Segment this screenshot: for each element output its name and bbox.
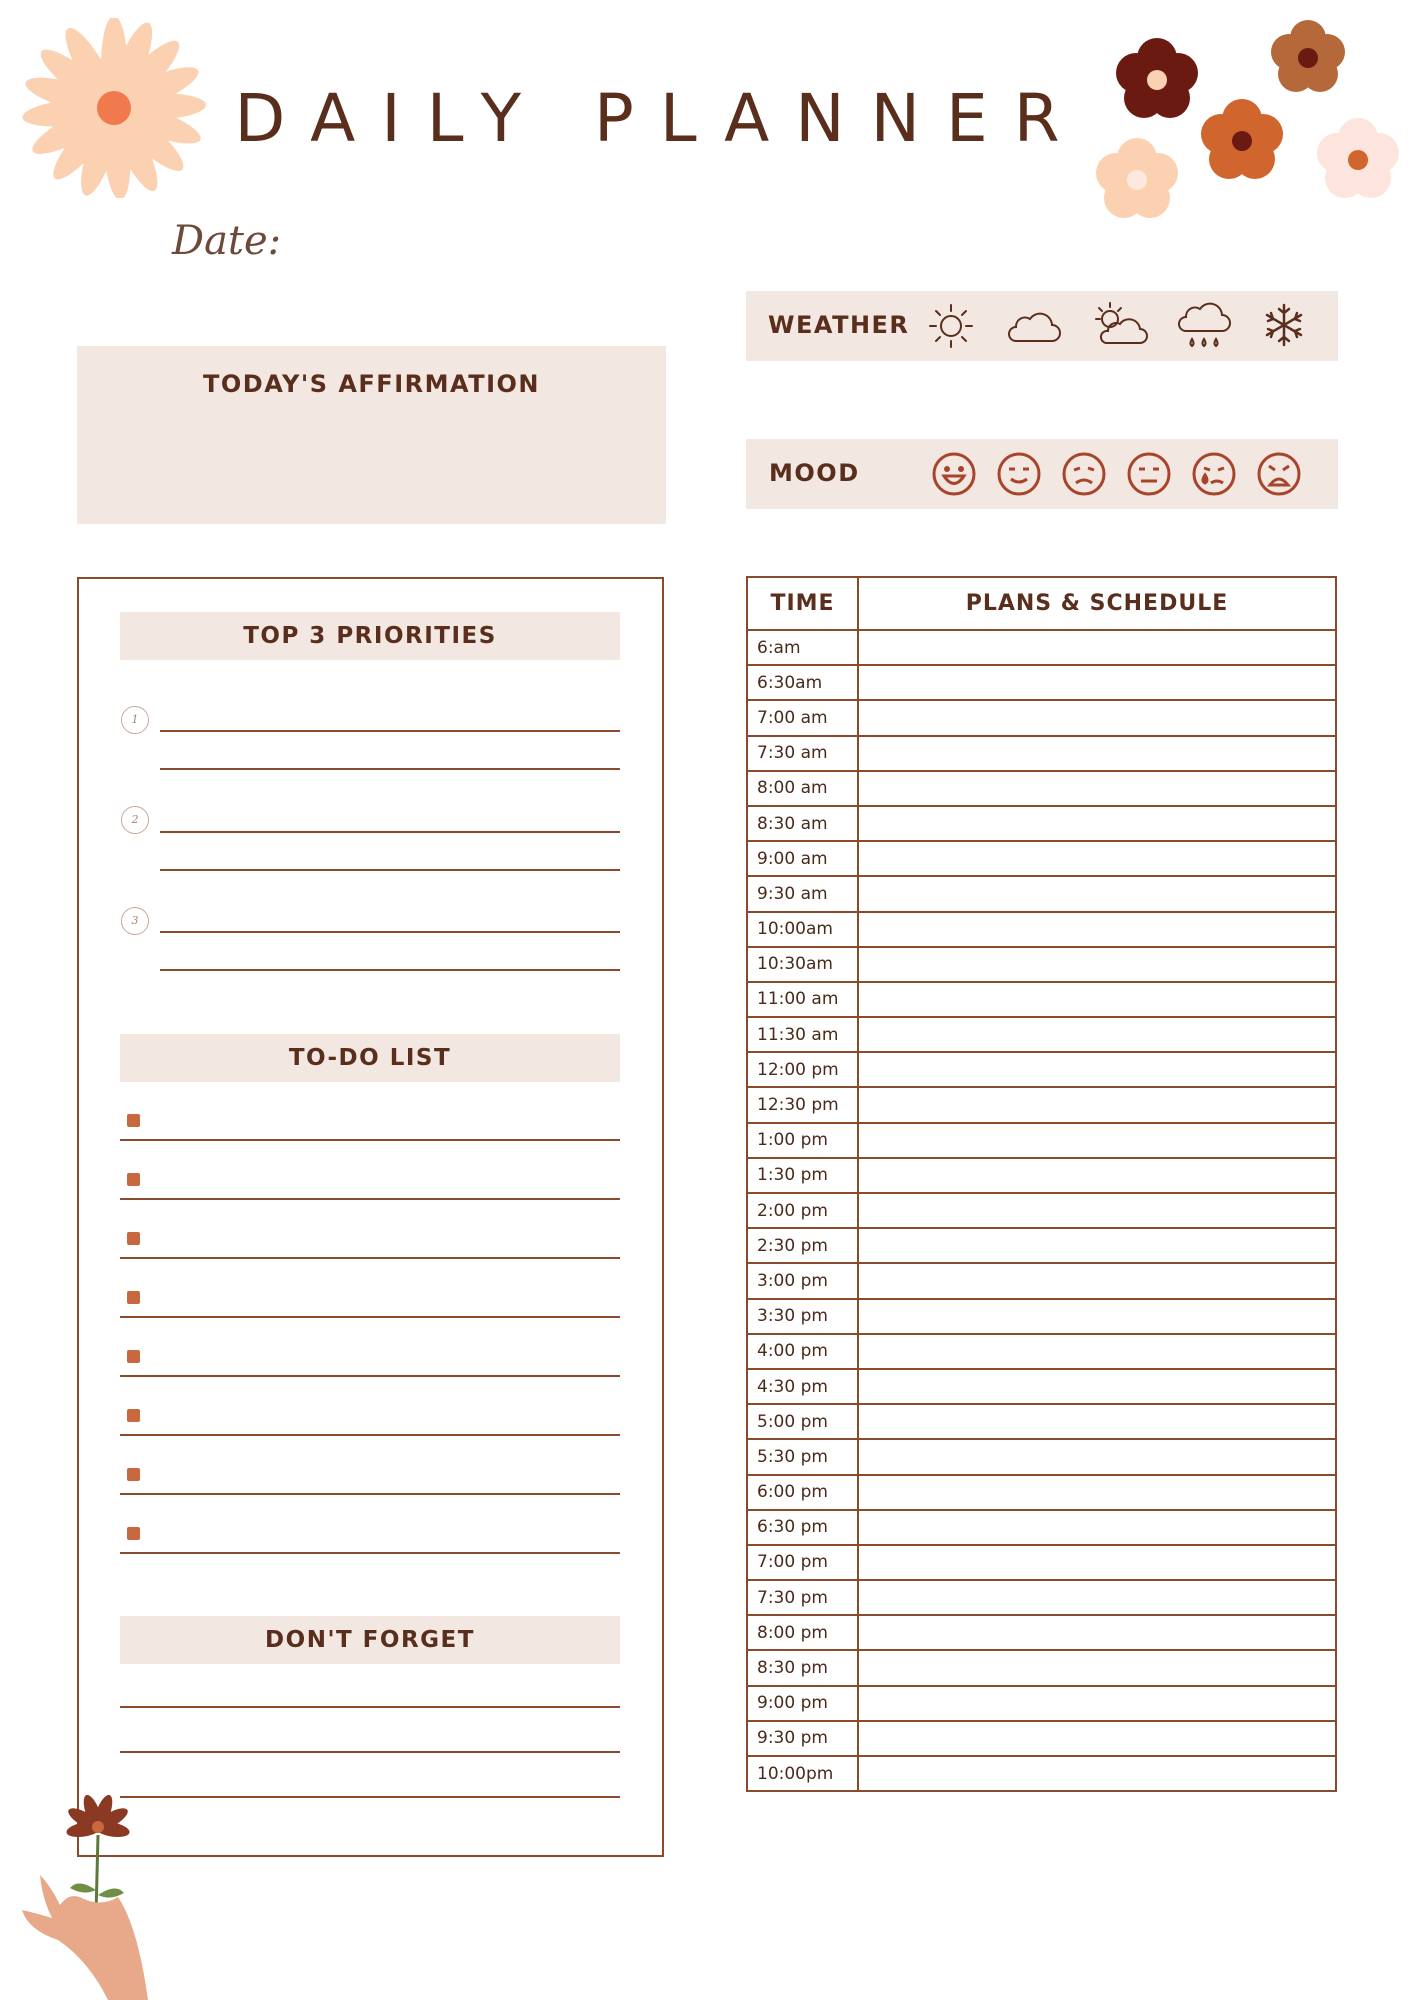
time-slot-label: 4:00 pm: [747, 1334, 858, 1369]
plan-entry-cell[interactable]: [858, 1439, 1336, 1474]
todo-line[interactable]: [120, 1198, 620, 1200]
page-title: DAILY PLANNER: [234, 80, 1086, 157]
schedule-row: [747, 700, 1336, 735]
time-slot-label: 2:00 pm: [747, 1193, 858, 1228]
schedule-row: [747, 1228, 1336, 1263]
plan-entry-cell[interactable]: [858, 1404, 1336, 1439]
priority-number-1: 1: [121, 706, 149, 734]
plan-entry-cell[interactable]: [858, 1299, 1336, 1334]
todo-checkbox[interactable]: [127, 1232, 140, 1245]
plan-entry-cell[interactable]: [858, 1721, 1336, 1756]
priority-line[interactable]: [160, 768, 620, 770]
todo-line[interactable]: [120, 1257, 620, 1259]
schedule-row: [747, 771, 1336, 806]
dont-forget-line[interactable]: [120, 1796, 620, 1798]
schedule-row: [747, 1369, 1336, 1404]
content-face-icon[interactable]: [996, 451, 1042, 497]
time-slot-label: 6:30am: [747, 665, 858, 700]
priority-number-3: 3: [121, 907, 149, 935]
plan-entry-cell[interactable]: [858, 700, 1336, 735]
schedule-row: [747, 1721, 1336, 1756]
todo-checkbox[interactable]: [127, 1527, 140, 1540]
plan-entry-cell[interactable]: [858, 1580, 1336, 1615]
time-slot-label: 10:30am: [747, 947, 858, 982]
sun-icon[interactable]: [926, 301, 976, 351]
schedule-rows: [747, 630, 1336, 1791]
schedule-row: [747, 1404, 1336, 1439]
time-column-header: TIME: [747, 577, 858, 630]
schedule-row: [747, 1650, 1336, 1685]
schedule-row: [747, 1158, 1336, 1193]
priority-line[interactable]: [160, 831, 620, 833]
todo-line[interactable]: [120, 1552, 620, 1554]
schedule-row: [747, 1017, 1336, 1052]
schedule-row: [747, 947, 1336, 982]
todo-line[interactable]: [120, 1493, 620, 1495]
schedule-row: [747, 912, 1336, 947]
todo-checkbox[interactable]: [127, 1409, 140, 1422]
angry-face-icon[interactable]: [1256, 451, 1302, 497]
todo-line[interactable]: [120, 1316, 620, 1318]
schedule-row: [747, 1334, 1336, 1369]
plan-entry-cell[interactable]: [858, 771, 1336, 806]
schedule-row: [747, 876, 1336, 911]
schedule-row: [747, 1193, 1336, 1228]
schedule-row: [747, 1087, 1336, 1122]
priorities-header: [120, 612, 620, 660]
time-slot-label: 8:00 pm: [747, 1615, 858, 1650]
schedule-row: [747, 1510, 1336, 1545]
time-slot-label: 8:30 pm: [747, 1650, 858, 1685]
time-slot-label: 12:30 pm: [747, 1087, 858, 1122]
time-slot-label: 10:00pm: [747, 1756, 858, 1791]
time-slot-label: 6:00 pm: [747, 1475, 858, 1510]
time-slot-label: 9:00 pm: [747, 1686, 858, 1721]
mood-bar: [746, 439, 1338, 509]
schedule-row: [747, 1052, 1336, 1087]
schedule-row: [747, 1123, 1336, 1158]
plan-entry-cell[interactable]: [858, 1475, 1336, 1510]
schedule-row: [747, 1615, 1336, 1650]
schedule-row: [747, 1686, 1336, 1721]
plan-entry-cell[interactable]: [858, 1263, 1336, 1298]
time-slot-label: 7:00 pm: [747, 1545, 858, 1580]
time-slot-label: 3:00 pm: [747, 1263, 858, 1298]
priorities-title: TOP 3 PRIORITIES: [243, 623, 497, 649]
plan-entry-cell[interactable]: [858, 736, 1336, 771]
schedule-row: [747, 806, 1336, 841]
schedule-row: [747, 1756, 1336, 1791]
todo-line[interactable]: [120, 1434, 620, 1436]
time-slot-label: 10:00am: [747, 912, 858, 947]
schedule-row: [747, 1475, 1336, 1510]
priority-line[interactable]: [160, 969, 620, 971]
date-label: Date:: [172, 218, 282, 264]
weather-bar: [746, 291, 1338, 361]
plan-entry-cell[interactable]: [858, 1228, 1336, 1263]
todo-checkbox[interactable]: [127, 1291, 140, 1304]
schedule-row: [747, 1263, 1336, 1298]
time-slot-label: 12:00 pm: [747, 1052, 858, 1087]
neutral-face-icon[interactable]: [1126, 451, 1172, 497]
todo-checkbox[interactable]: [127, 1173, 140, 1186]
plan-entry-cell[interactable]: [858, 806, 1336, 841]
plan-entry-cell[interactable]: [858, 1017, 1336, 1052]
affirmation-title: TODAY'S AFFIRMATION: [203, 370, 540, 398]
time-slot-label: 3:30 pm: [747, 1299, 858, 1334]
todo-line[interactable]: [120, 1375, 620, 1377]
affirmation-box[interactable]: [77, 346, 666, 524]
time-slot-label: 7:30 am: [747, 736, 858, 771]
plan-entry-cell[interactable]: [858, 1545, 1336, 1580]
partly-cloudy-icon[interactable]: [1090, 299, 1148, 351]
schedule-row: [747, 1439, 1336, 1474]
time-slot-label: 4:30 pm: [747, 1369, 858, 1404]
schedule-table: [746, 576, 1337, 1859]
plan-entry-cell[interactable]: [858, 1334, 1336, 1369]
time-slot-label: 5:30 pm: [747, 1439, 858, 1474]
priority-line[interactable]: [160, 869, 620, 871]
todo-checkbox[interactable]: [127, 1468, 140, 1481]
time-slot-label: 1:30 pm: [747, 1158, 858, 1193]
schedule-row: [747, 1545, 1336, 1580]
todo-checkbox[interactable]: [127, 1114, 140, 1127]
plan-entry-cell[interactable]: [858, 841, 1336, 876]
priority-number-2: 2: [121, 806, 149, 834]
dont-forget-title: DON'T FORGET: [265, 1627, 475, 1653]
schedule-row: [747, 841, 1336, 876]
plan-entry-cell[interactable]: [858, 1756, 1336, 1791]
weather-label: WEATHER: [768, 311, 910, 339]
time-slot-label: 8:30 am: [747, 806, 858, 841]
plan-entry-cell[interactable]: [858, 1510, 1336, 1545]
plan-entry-cell[interactable]: [858, 665, 1336, 700]
schedule-row: [747, 982, 1336, 1017]
dont-forget-line[interactable]: [120, 1706, 620, 1708]
todo-header: [120, 1034, 620, 1082]
rain-icon[interactable]: [1176, 299, 1232, 355]
cloud-icon[interactable]: [1006, 303, 1062, 349]
schedule-row: [747, 1299, 1336, 1334]
plan-entry-cell[interactable]: [858, 1087, 1336, 1122]
time-slot-label: 6:30 pm: [747, 1510, 858, 1545]
time-slot-label: 7:30 pm: [747, 1580, 858, 1615]
mood-label: MOOD: [769, 459, 860, 487]
time-slot-label: 6:am: [747, 630, 858, 665]
time-slot-label: 5:00 pm: [747, 1404, 858, 1439]
hand-flower-icon: [18, 1795, 148, 2000]
plan-entry-cell[interactable]: [858, 1158, 1336, 1193]
plan-entry-cell[interactable]: [858, 1193, 1336, 1228]
dont-forget-header: [120, 1616, 620, 1664]
time-slot-label: 11:00 am: [747, 982, 858, 1017]
plan-entry-cell[interactable]: [858, 1686, 1336, 1721]
crying-face-icon[interactable]: [1191, 451, 1237, 497]
time-slot-label: 9:30 am: [747, 876, 858, 911]
snowflake-icon[interactable]: [1260, 301, 1308, 349]
todo-checkbox[interactable]: [127, 1350, 140, 1363]
time-slot-label: 1:00 pm: [747, 1123, 858, 1158]
sad-face-icon[interactable]: [1061, 451, 1107, 497]
schedule-row: [747, 736, 1336, 771]
plan-entry-cell[interactable]: [858, 982, 1336, 1017]
plan-entry-cell[interactable]: [858, 912, 1336, 947]
plan-entry-cell[interactable]: [858, 1615, 1336, 1650]
happy-face-icon[interactable]: [931, 451, 977, 497]
plan-entry-cell[interactable]: [858, 630, 1336, 665]
schedule-row: [747, 630, 1336, 665]
time-slot-label: 7:00 am: [747, 700, 858, 735]
plan-entry-cell[interactable]: [858, 1123, 1336, 1158]
plan-entry-cell[interactable]: [858, 876, 1336, 911]
plan-entry-cell[interactable]: [858, 947, 1336, 982]
todo-title: TO-DO LIST: [288, 1045, 452, 1071]
time-slot-label: 9:00 am: [747, 841, 858, 876]
plans-column-header: PLANS & SCHEDULE: [858, 577, 1336, 630]
todo-line[interactable]: [120, 1139, 620, 1141]
time-slot-label: 8:00 am: [747, 771, 858, 806]
plan-entry-cell[interactable]: [858, 1052, 1336, 1087]
plan-entry-cell[interactable]: [858, 1650, 1336, 1685]
priority-line[interactable]: [160, 730, 620, 732]
dont-forget-line[interactable]: [120, 1751, 620, 1753]
time-slot-label: 9:30 pm: [747, 1721, 858, 1756]
priority-line[interactable]: [160, 931, 620, 933]
plan-entry-cell[interactable]: [858, 1369, 1336, 1404]
time-slot-label: 2:30 pm: [747, 1228, 858, 1263]
schedule-row: [747, 1580, 1336, 1615]
time-slot-label: 11:30 am: [747, 1017, 858, 1052]
schedule-row: [747, 665, 1336, 700]
